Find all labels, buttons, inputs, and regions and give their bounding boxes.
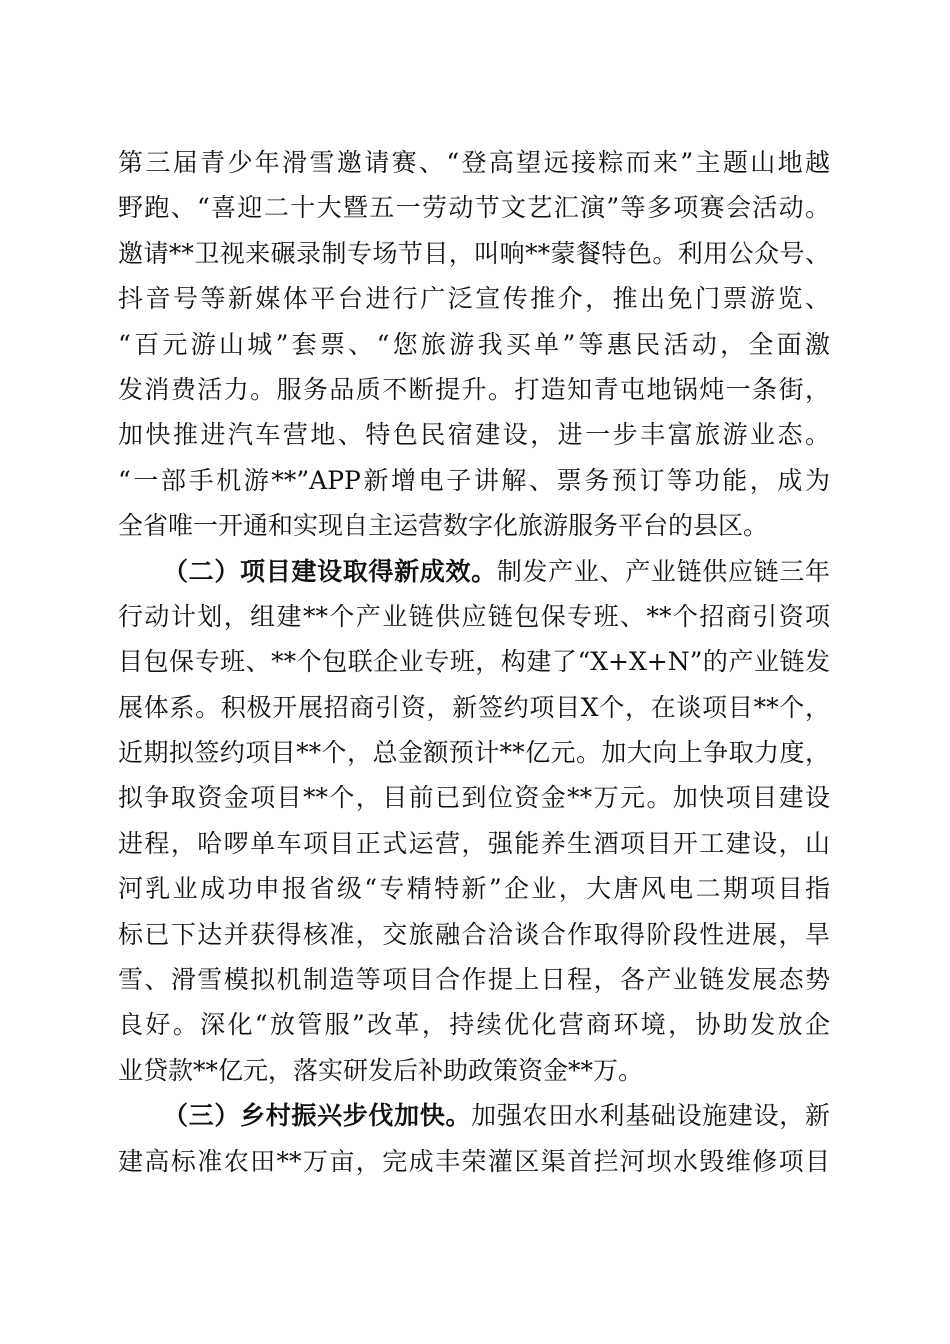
- text-line: 河乳业成功申报省级“专精特新”企业，大唐风电二期项目指: [118, 874, 830, 904]
- text-line: 行动计划，组建**个产业链供应链包保专班、**个招商引资项: [118, 601, 830, 631]
- text-line: 建高标准农田**万亩，完成丰荣灌区渠首拦河坝水毁维修项目: [118, 1146, 830, 1176]
- text-run: 加强农田水利基础设施建设，新: [471, 1101, 830, 1131]
- text-line: 目包保专班、**个包联企业专班，构建了“X+X+N”的产业链发: [118, 647, 830, 677]
- text-line: 全省唯一开通和实现自主运营数字化旅游服务平台的县区。: [118, 511, 769, 541]
- document-body: [118, 140, 830, 1184]
- text-line: 雪、滑雪模拟机制造等项目合作提上日程，各产业链发展态势: [118, 965, 830, 995]
- text-line: 进程，哈啰单车项目正式运营，强能养生酒项目开工建设，山: [118, 828, 830, 858]
- text-line: 加快推进汽车营地、特色民宿建设，进一步丰富旅游业态。: [118, 420, 830, 450]
- section-heading: （三）乡村振兴步伐加快。: [163, 1101, 472, 1131]
- text-line: 发消费活力。服务品质不断提升。打造知青屯地锅炖一条街，: [118, 374, 830, 404]
- text-line: 邀请**卫视来碾录制专场节目，叫响**蒙餐特色。利用公众号、: [118, 238, 830, 268]
- text-line: “一部手机游**”APP新增电子讲解、票务预订等功能，成为: [118, 465, 830, 495]
- paragraph-tourism: [118, 140, 830, 549]
- text-line: 良好。深化“放管服”改革，持续优化营商环境，协助发放企: [118, 1010, 830, 1040]
- text-line: “百元游山城”套票、“您旅游我买单”等惠民活动，全面激: [118, 329, 830, 359]
- paragraph-project-construction: [118, 549, 830, 1094]
- text-line: 拟争取资金项目**个，目前已到位资金**万元。加快项目建设: [118, 783, 830, 813]
- text-line: 近期拟签约项目**个，总金额预计**亿元。加大向上争取力度，: [118, 738, 830, 768]
- text-line: 业贷款**亿元，落实研发后补助政策资金**万。: [118, 1055, 644, 1085]
- text-line: 标已下达并获得核准，交旅融合洽谈合作取得阶段性进展，旱: [118, 919, 830, 949]
- text-line: 展体系。积极开展招商引资，新签约项目X个，在谈项目**个，: [118, 692, 830, 722]
- text-line: 抖音号等新媒体平台进行广泛宣传推介，推出免门票游览、: [118, 284, 830, 314]
- text-run: 制发产业、产业链供应链三年: [496, 556, 830, 586]
- paragraph-rural-revitalization: [118, 1093, 830, 1184]
- section-heading: （二）项目建设取得新成效。: [163, 556, 497, 586]
- paragraph-first-line: [118, 549, 830, 594]
- text-line: 第三届青少年滑雪邀请赛、“登高望远接粽而来”主题山地越: [118, 148, 830, 177]
- text-line: 野跑、“喜迎二十大暨五一劳动节文艺汇演”等多项赛会活动。: [118, 193, 830, 223]
- paragraph-first-line: [118, 1093, 830, 1138]
